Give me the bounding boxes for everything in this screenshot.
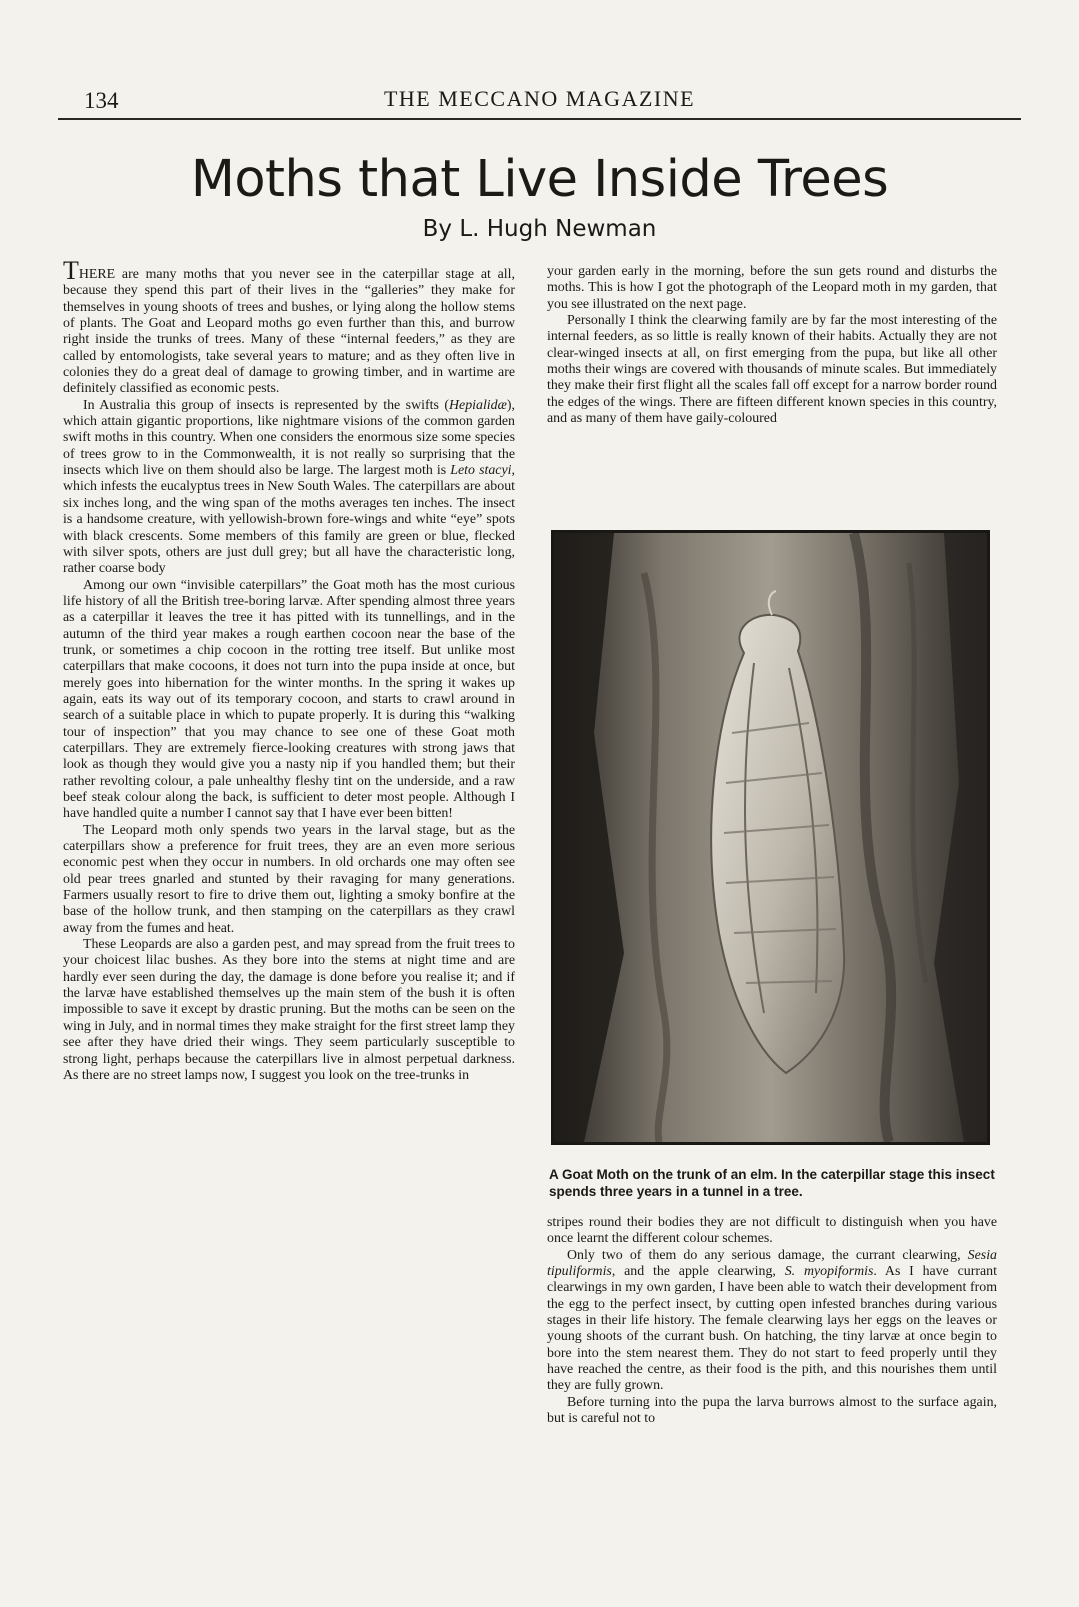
right-column-bottom [547, 1215, 997, 1427]
species-name: Leto stacyi [450, 463, 512, 479]
paragraph: Personally I think the clearwing family are by far the most interesting of the internal feeders, as so little is really known of their habits. Actually they are not clear-winged insects at all, on first emerging from the pupa, but like all other moths their wings are covered with thousands of minute scales. But immediately they make their first flight all the scales fall off except for a narrow border round the edges of the wings. There are fifteen different known species in this country, and as many of them have gaily-coloured [547, 313, 997, 427]
paragraph: These Leopards are also a garden pest, and may spread from the fruit trees to your choicest lilac bushes. As they bore into the stems at night time and are hardly ever seen during the day, the damage is done before you realise it; and if the larvæ have established themselves up the main stem of the bush it is often impossible to save it except by drastic pruning. But the moths can be seen on the wing in July, and in normal times they make straight for the first street lamp they see after they have dried their wings. They seem particularly susceptible to strong light, perhaps because the caterpillars live in almost perpetual darkness. As there are no street lamps now, I suggest you look on the tree-trunks in [63, 937, 515, 1083]
paragraph: your garden early in the morning, before the sun gets round and disturbs the moths. This is how I got the photograph of the Leopard moth in my garden, that you see illustrated on the next page. [547, 264, 997, 312]
running-head [58, 86, 1021, 120]
paragraph: The Leopard moth only spends two years in the larval stage, but as the caterpillars show a preference for fruit trees, they are an even more serious economic pest when they occur in numbers. In old orchards one may often see old pear trees gnarled and stunted by their ravaging for many generations. Farmers usually resort to fire to drive them out, lighting a smoky bonfire at the base of the hollow trunk, and then stamping on the caterpillars as they crawl away from the fumes and heat. [63, 822, 515, 936]
paragraph: stripes round their bodies they are not difficult to distinguish when you have once learnt the different colour schemes. [547, 1215, 997, 1247]
species-name: Sesia tipuliformis [547, 1247, 997, 1280]
right-column-top [547, 264, 997, 427]
photo-caption: A Goat Moth on the trunk of an elm. In the caterpillar stage this insect spends three years in a tunnel in a tree. [549, 1167, 995, 1199]
goat-moth-photo-image [554, 533, 987, 1142]
species-name: Hepialidæ [449, 397, 507, 413]
left-column [63, 256, 515, 1084]
page-number: 134 [84, 88, 119, 113]
paragraph: Before turning into the pupa the larva burrows almost to the surface again, but is careful not to [547, 1394, 997, 1427]
drop-cap: T [63, 256, 79, 285]
article-byline: By L. Hugh Newman [422, 216, 657, 242]
article-title: Moths that Live Inside Trees [190, 150, 889, 209]
paragraph: Among our own “invisible caterpillars” the Goat moth has the most curious life history of all the British tree-boring larvæ. After spending almost three years as a caterpillar it leaves the tree it has pitted with its tunnellings, and in the autumn of the third year makes a rough earthen cocoon near the base of the trunk, or sometimes a chip cocoon in the rotting tree itself. But unlike most caterpillars that make cocoons, it does not turn into the pupa inside at once, but merely goes into hibernation for the winter months. In the spring it wakes up again, eats its way out of its temporary cocoon, and starts to crawl around in search of a suitable place in which to pupate properly. It is during this “walking tour of inspection” that you may chance to see one of these Goat moth caterpillars. They are extremely fierce-looking creatures with strong jaws that look as though they would give you a nasty nip if you handled them; but their rather revolting colour, a pale unhealthy fleshy tint on the underside, and a raw beef steak colour along the back, is sufficient to deter most people. Although I have handled quite a number I cannot say that I have ever been bitten! [63, 577, 515, 822]
goat-moth-photo [551, 530, 990, 1145]
species-name: S. myopiformis [784, 1264, 874, 1280]
paragraph: In Australia this group of insects is represented by the swifts (Hepialidæ), which attain gigantic proportions, like nightmare visions of the common garden swift moths in this country. When one considers the enormous size some species of trees grow to in the Commonwealth, it is not really so surprising that the insects which live on them should also be large. The largest moth is Leto stacyi, which infests the eucalyptus trees in New South Wales. The caterpillars are about six inches long, and the wing span of the moths averages ten inches. The insect is a handsome creature, with yellowish-brown fore-wings and white “eye” spots with black crescents. Some members of this family are green or blue, flecked with silver spots, others are just dull grey; but all have the characteristic long, rather coarse body [63, 397, 515, 577]
magazine-title: THE MECCANO MAGAZINE [383, 86, 696, 111]
paragraph: THERE are many moths that you never see in the caterpillar stage at all, because they spend this part of their lives in the “galleries” they make for themselves in young shoots of trees and bushes, or lying along the hollow stems of plants. The Goat and Leopard moths go even further than this, and burrow right inside the trunks of trees. Many of these “internal feeders,” as they are called by entomologists, take several years to mature; and as they often live in colonies they do a great deal of damage to growing timber, and in wartime are definitely classified as economic pests. [63, 256, 515, 397]
paragraph: Only two of them do any serious damage, the currant clearwing, Sesia tipuliformis, and the apple clearwing, S. myopiformis. As I have currant clearwings in my own garden, I have been able to watch their development from the egg to the perfect insect, by cutting open infested branches during various stages in their life history. The female clearwing lays her eggs on the leaves or young shoots of the currant bush. On hatching, the tiny larvæ at once begin to bore into the stem nearest them. They do not start to feed properly until they have reached the centre, as their food is the pith, and this nourishes them until they are fully grown. [547, 1247, 997, 1394]
